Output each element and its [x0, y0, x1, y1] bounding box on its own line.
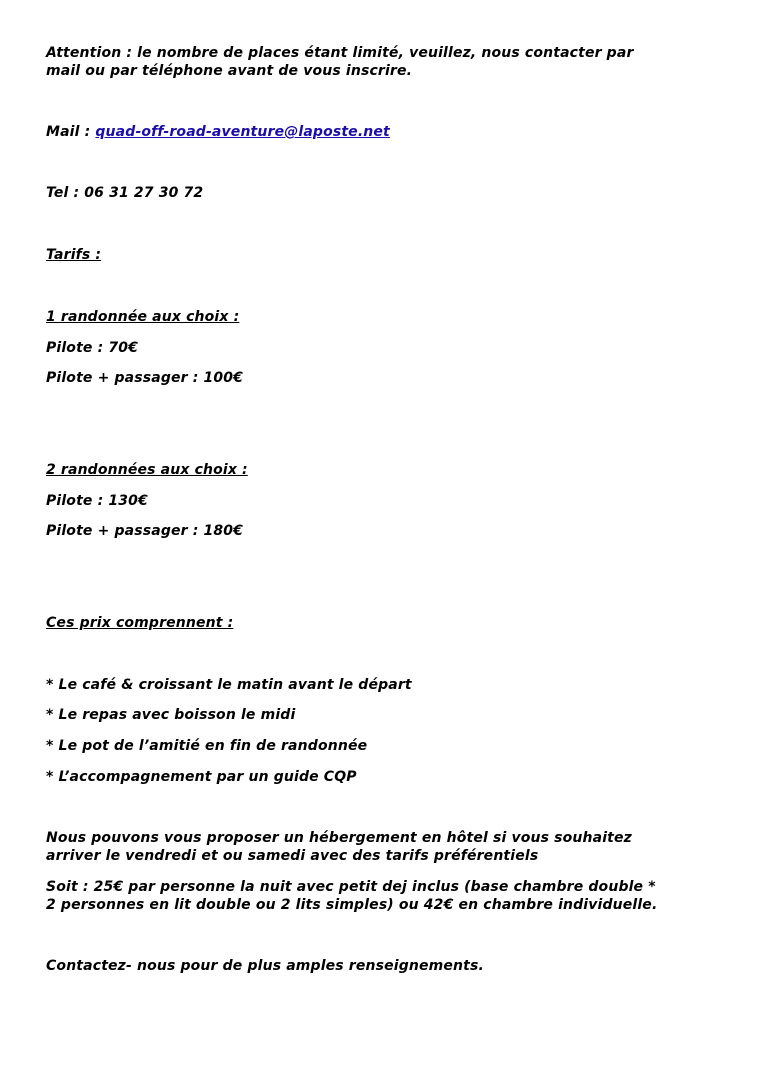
mail-line: [46, 123, 390, 141]
includes-item: * Le pot de l’amitié en fin de randonnée: [46, 738, 368, 754]
mail-label: Mail :: [46, 124, 91, 140]
attention-line-2: mail ou par téléphone avant de vous inscrire.: [46, 63, 413, 79]
pricing-1-pilote: Pilote : 70€: [46, 340, 139, 356]
includes-item: * Le repas avec boisson le midi: [46, 707, 296, 723]
includes-item: * Le café & croissant le matin avant le départ: [46, 677, 412, 693]
pricing-1-heading: 1 randonnée aux choix :: [46, 309, 240, 325]
tarifs-heading: Tarifs :: [46, 247, 102, 263]
pricing-2-pilote: Pilote : 130€: [46, 493, 148, 509]
hotel-line-3: Soit : 25€ par personne la nuit avec petit dej inclus (base chambre double *: [46, 879, 656, 895]
mail-link[interactable]: quad-off-road-aventure@laposte.net: [95, 124, 390, 140]
includes-item: * L’accompagnement par un guide CQP: [46, 769, 357, 785]
includes-heading: Ces prix comprennent :: [46, 615, 234, 631]
tel-line: Tel : 06 31 27 30 72: [46, 185, 204, 201]
hotel-line-2: arriver le vendredi et ou samedi avec des tarifs préférentiels: [46, 848, 539, 864]
pricing-2-heading: 2 randonnées aux choix :: [46, 462, 248, 478]
hotel-line-1: Nous pouvons vous proposer un hébergement en hôtel si vous souhaitez: [46, 830, 632, 846]
pricing-1-pilote-passager: Pilote + passager : 100€: [46, 370, 244, 386]
attention-line-1: Attention : le nombre de places étant limité, veuillez, nous contacter par: [46, 45, 634, 61]
closing-line: Contactez- nous pour de plus amples renseignements.: [46, 958, 484, 974]
hotel-line-4: 2 personnes en lit double ou 2 lits simples) ou 42€ en chambre individuelle.: [46, 897, 658, 913]
pricing-2-pilote-passager: Pilote + passager : 180€: [46, 523, 244, 539]
